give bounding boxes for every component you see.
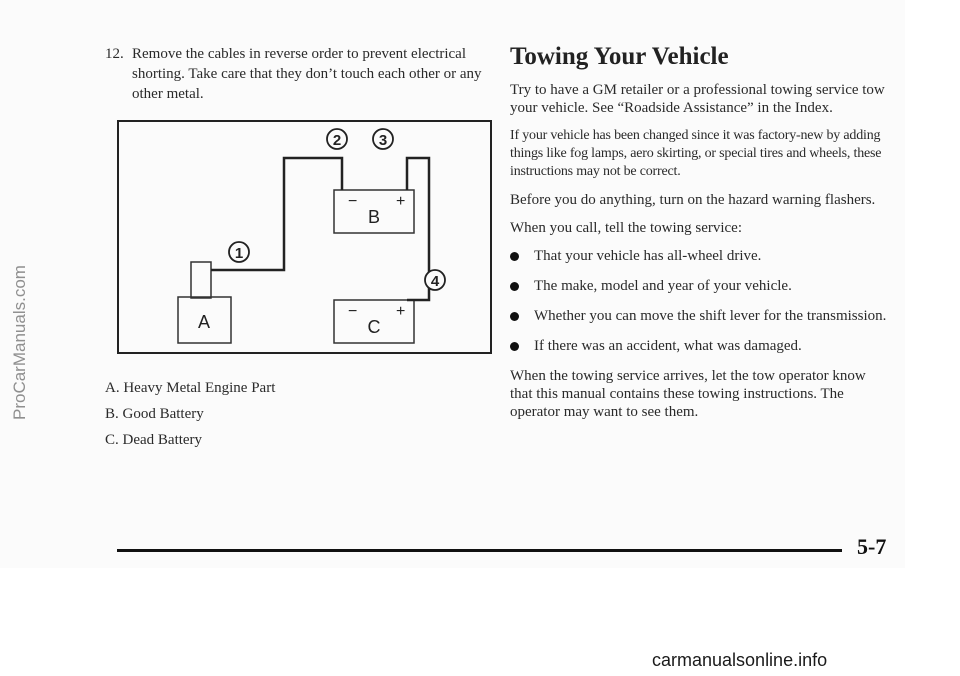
diagram-frame xyxy=(118,121,491,353)
legend-item-a: A. Heavy Metal Engine Part xyxy=(105,380,276,396)
list-item: The make, model and year of your vehicle. xyxy=(510,277,890,295)
side-watermark: ProCarManuals.com xyxy=(10,265,29,420)
paragraph-1: Try to have a GM retailer or a professional towing service tow your vehicle. See “Roadside Assistance” in the Index. xyxy=(510,82,885,116)
list-item: That your vehicle has all-wheel drive. xyxy=(510,247,890,265)
callout-4-label: 4 xyxy=(430,273,440,290)
callout-2-label: 2 xyxy=(332,132,342,149)
step-12 xyxy=(105,44,500,104)
list-item: If there was an accident, what was damaged. xyxy=(510,337,890,355)
section-title: Towing Your Vehicle xyxy=(510,43,729,70)
battery-b-minus: − xyxy=(348,193,358,210)
footer-rule xyxy=(117,549,842,552)
battery-b-plus: + xyxy=(396,193,406,210)
list-item: Whether you can move the shift lever for the transmission. xyxy=(510,307,890,325)
battery-c-minus: − xyxy=(348,303,358,320)
step-number: 12. xyxy=(105,46,124,62)
bottom-watermark: carmanualsonline.info xyxy=(652,650,828,670)
jump-start-diagram xyxy=(117,120,492,354)
diagram-legend xyxy=(105,378,275,456)
paragraph-2: If your vehicle has been changed since it was factory-new by adding things like fog lamps, aero skirting, or special tires and wheels, these instructions may not be correct. xyxy=(510,128,882,179)
bullet-icon xyxy=(510,312,519,321)
label-c: C xyxy=(367,317,381,337)
step-text: Remove the cables in reverse order to prevent electrical shorting. Take care that they don’t touch each other or any other metal. xyxy=(132,46,482,102)
legend-item-c: C. Dead Battery xyxy=(105,432,203,448)
label-b: B xyxy=(367,207,381,227)
bullet-icon xyxy=(510,342,519,351)
towing-section xyxy=(510,42,890,431)
bullet-icon xyxy=(510,282,519,291)
label-a: A xyxy=(197,312,211,332)
legend-item-b: B. Good Battery xyxy=(105,406,204,422)
battery-c-plus: + xyxy=(396,303,406,320)
paragraph-5: When the towing service arrives, let the tow operator know that this manual contains these towing instructions. The operator may want to see them. xyxy=(510,368,866,420)
bullet-icon xyxy=(510,252,519,261)
callout-1-label: 1 xyxy=(234,245,244,262)
towing-info-list xyxy=(510,247,890,355)
paragraph-3: Before you do anything, turn on the hazard warning flashers. xyxy=(510,192,876,208)
page-number: 5-7 xyxy=(857,534,887,559)
paragraph-4: When you call, tell the towing service: xyxy=(510,220,743,236)
callout-3-label: 3 xyxy=(378,132,388,149)
